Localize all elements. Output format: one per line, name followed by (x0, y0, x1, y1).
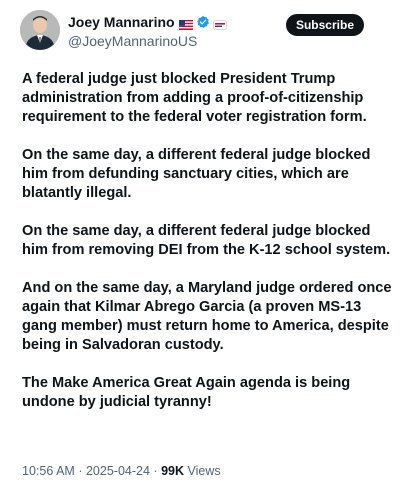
tweet-paragraph: On the same day, a different federal judge blocked him from removing DEI from the K-12 school system. (22, 223, 391, 258)
tweet-paragraph: The Make America Great Again agenda is being undone by judicial tyranny! (22, 375, 351, 410)
avatar-image (20, 10, 60, 50)
tweet-paragraph: A federal judge just blocked President Trump administration from adding a proof-of-citizenship requirement to the federal voter registration form. (22, 71, 367, 125)
views-count: 99K (161, 464, 184, 478)
tweet-paragraph: On the same day, a different federal judge blocked him from defunding sanctuary cities, which are blatantly illegal. (22, 147, 371, 201)
tweet-text (22, 70, 392, 431)
subscribe-button[interactable]: Subscribe (286, 14, 364, 36)
author-display-name[interactable]: Joey Mannarino (68, 14, 175, 30)
tweet-paragraph: And on the same day, a Maryland judge ordered once again that Kilmar Abrego Garcia (a proven MS-13 gang member) must return home to America, despite being in Salvadoran custody. (22, 280, 392, 353)
verified-icon[interactable] (196, 15, 210, 29)
affiliate-badge-icon[interactable] (213, 17, 227, 27)
us-flag-icon (179, 17, 193, 27)
author-info (68, 13, 227, 50)
tweet-time[interactable]: 10:56 AM (22, 464, 75, 478)
tweet-date[interactable]: 2025-04-24 (85, 464, 150, 478)
name-row (68, 13, 227, 31)
views-label: Views (187, 464, 221, 478)
tweet-meta (22, 462, 221, 480)
meta-separator: · (153, 464, 158, 478)
meta-separator: · (78, 464, 83, 478)
author-handle[interactable]: @JoeyMannarinoUS (68, 33, 198, 49)
tweet-header (20, 10, 392, 54)
avatar[interactable] (20, 10, 60, 50)
